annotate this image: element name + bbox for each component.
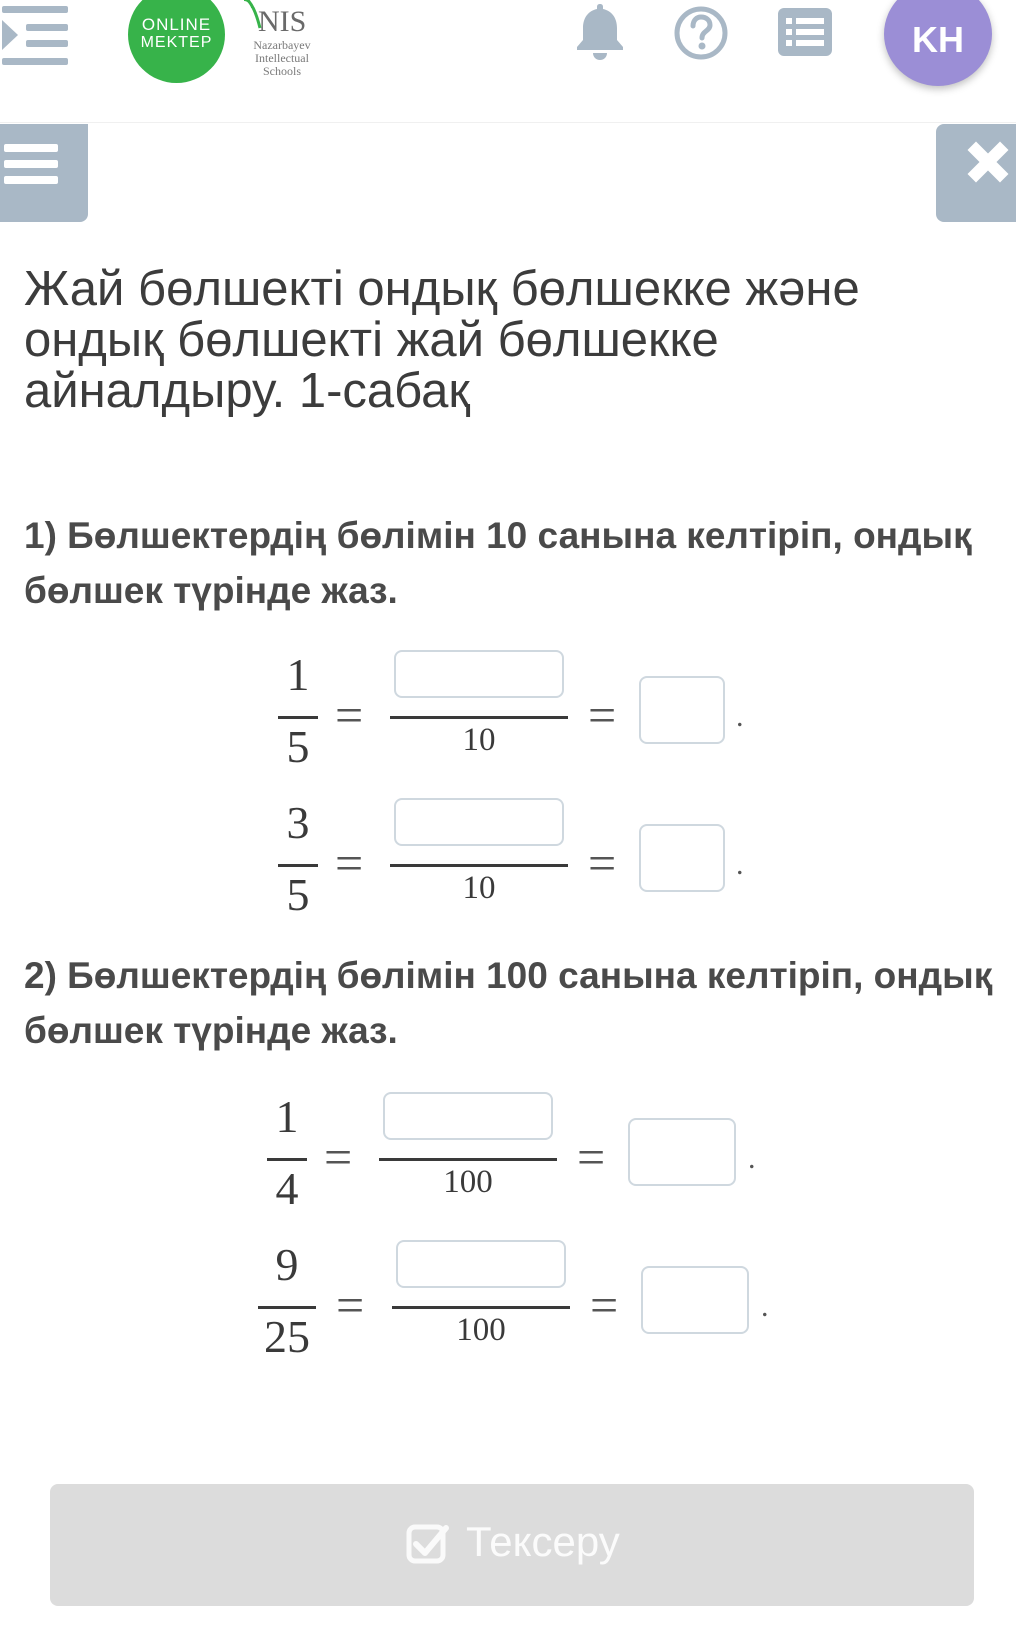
equals-sign: =: [335, 687, 364, 743]
task1-equation-1: [0, 648, 1016, 788]
fraction-denominator: 4: [275, 1163, 299, 1214]
avatar[interactable]: KH: [884, 0, 992, 86]
numerator-input[interactable]: [394, 650, 564, 698]
target-denominator: 10: [462, 722, 496, 758]
fraction-bar: [379, 1158, 557, 1161]
logo-line2: MEKTEP: [140, 34, 213, 51]
target-denominator: 100: [456, 1312, 506, 1348]
nis-line2: Intellectual: [255, 51, 309, 65]
checkbox-icon: [406, 1522, 450, 1566]
decimal-answer-input[interactable]: [639, 824, 725, 892]
help-icon[interactable]: [672, 0, 732, 64]
online-mektep-logo[interactable]: [128, 0, 225, 83]
period: .: [736, 848, 744, 881]
fraction-numerator: 9: [275, 1239, 299, 1290]
nis-line3: Schools: [262, 64, 301, 78]
top-bar: [0, 0, 1016, 123]
sidebar-menu-button[interactable]: [0, 124, 88, 222]
fraction: [278, 796, 318, 926]
bell-icon[interactable]: [572, 0, 632, 64]
close-button[interactable]: [936, 124, 1016, 222]
task2-equation-2: [0, 1238, 1016, 1378]
period: .: [761, 1290, 769, 1323]
menu-collapse-icon[interactable]: [0, 2, 72, 68]
fraction-bar: [392, 1306, 570, 1309]
period: .: [748, 1142, 756, 1175]
numerator-input[interactable]: [394, 798, 564, 846]
decimal-answer-input[interactable]: [641, 1266, 749, 1334]
fraction-numerator: 3: [286, 797, 310, 848]
target-denominator: 100: [443, 1164, 493, 1200]
fraction-bar: [278, 864, 318, 867]
fraction-bar: [278, 716, 318, 719]
numerator-input[interactable]: [396, 1240, 566, 1288]
fraction-bar: [390, 864, 568, 867]
nis-logo: [242, 0, 322, 82]
logo-line1: ONLINE: [141, 15, 212, 34]
nis-title: NIS: [258, 5, 307, 38]
decimal-answer-input[interactable]: [628, 1118, 736, 1186]
equals-sign: =: [588, 835, 617, 891]
check-button-label: Тексеру: [466, 1518, 620, 1565]
numerator-input[interactable]: [383, 1092, 553, 1140]
equals-sign: =: [324, 1129, 353, 1185]
task2-question: 2) Бөлшектердің бөлімін 100 санына келтіріп, ондық бөлшек түрінде жаз.: [24, 955, 993, 1051]
fraction-denominator: 25: [264, 1311, 310, 1362]
fraction-denominator: 5: [286, 869, 310, 920]
fraction-numerator: 1: [275, 1091, 299, 1142]
fraction-denominator: 5: [286, 721, 310, 772]
task2-equation-1: [0, 1090, 1016, 1230]
fraction: [258, 1238, 316, 1368]
equals-sign: =: [588, 687, 617, 743]
period: .: [736, 700, 744, 733]
fraction-bar: [390, 716, 568, 719]
task1-equation-2: [0, 796, 1016, 936]
list-icon[interactable]: [776, 0, 836, 64]
task1-question: 1) Бөлшектердің бөлімін 10 санына келтіріп, ондық бөлшек түрінде жаз.: [24, 515, 972, 611]
equals-sign: =: [335, 835, 364, 891]
fraction-bar: [267, 1158, 307, 1161]
nis-line1: Nazarbayev: [253, 38, 311, 52]
fraction: [267, 1090, 307, 1220]
close-icon: [936, 124, 1016, 222]
fraction-numerator: 1: [286, 649, 310, 700]
fraction: [278, 648, 318, 778]
check-button[interactable]: [50, 1484, 974, 1606]
hamburger-icon: [0, 124, 88, 222]
lesson-title: Жай бөлшекті ондық бөлшекке және ондық бөлшекті жай бөлшекке айналдыру. 1-сабақ: [24, 262, 860, 418]
decimal-answer-input[interactable]: [639, 676, 725, 744]
target-denominator: 10: [462, 870, 496, 906]
equals-sign: =: [590, 1277, 619, 1333]
fraction-bar: [258, 1306, 316, 1309]
equals-sign: =: [336, 1277, 365, 1333]
equals-sign: =: [577, 1129, 606, 1185]
